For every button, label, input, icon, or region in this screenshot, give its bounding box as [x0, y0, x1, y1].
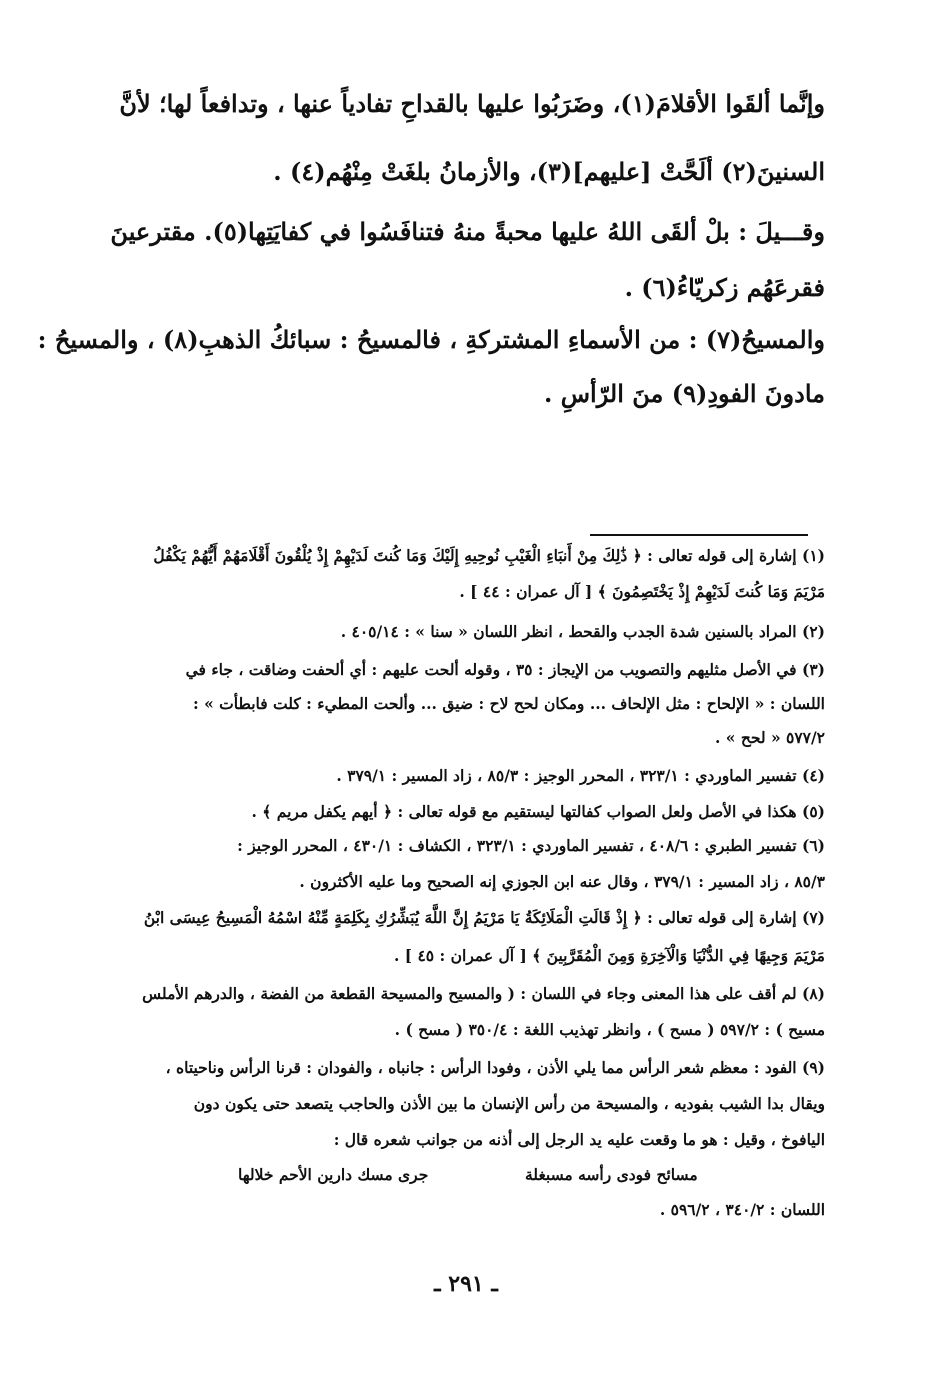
footnote-line: (٢) المراد بالسنين شدة الجدب والقحط ، انظر اللسان « سنا » : ٤٠٥/١٤ .	[340, 622, 825, 641]
footnote-line: اليافوخ ، وقيل : هو ما وقعت عليه يد الرجل إلى أذنه من جوانب شعره قال :	[333, 1130, 825, 1149]
main-text-line: السنينَ(٢) ألَحَّتْ [عليهم](٣)، والأزمانُ بلغَتْ مِنْهُم(٤) .	[273, 157, 825, 186]
footnote-line: ٨٥/٣ ، زاد المسير : ٣٧٩/١ ، وقال عنه ابن الجوزي إنه الصحيح وما عليه الأكثرون .	[299, 872, 825, 891]
footnote-line: مَرْيَمَ وَجِيهًا فِي الدُّنْيَا وَالْآخِرَةِ وَمِنَ الْمُقَرَّبِينَ ﴾ [ آل عمران : ٤٥ ] .	[393, 946, 825, 965]
footnote-line: (٦) تفسير الطبري : ٤٠٨/٦ ، تفسير الماوردي : ٣٢٣/١ ، الكشاف : ٤٣٠/١ ، المحرر الوجيز :	[237, 836, 825, 855]
footnote-line: مسيح ) : ٥٩٧/٢ ( مسح ) ، وانظر تهذيب اللغة : ٣٥٠/٤ ( مسح ) .	[394, 1020, 825, 1039]
main-text-line: فقرعَهُم زكريّاءُ(٦) .	[624, 273, 825, 302]
footnote-line: (٨) لم أقف على هذا المعنى وجاء في اللسان : ( والمسيح والمسيحة القطعة من الفضة ، والدرهم الأملس	[142, 984, 825, 1003]
main-text-line: مادونَ الفودِ(٩) منَ الرّأسِ .	[544, 379, 825, 408]
footnote-line: (٥) هكذا في الأصل ولعل الصواب كفالتها ليستقيم مع قوله تعالى : ﴿ أيهم يكفل مريم ﴾ .	[251, 802, 825, 821]
footnote-line: مَرْيَمَ وَمَا كُنتَ لَدَيْهِمْ إِذْ يَخْتَصِمُونَ ﴾ [ آل عمران : ٤٤ ] .	[459, 582, 825, 601]
footnote-line: (٩) الفود : معظم شعر الرأس مما يلي الأذن ، وفودا الرأس : جانباه ، والفودان : قرنا الرأس وناحيتاه ،	[165, 1058, 825, 1077]
poem-verse-first-hemistich: مسائح فودى رأسه مسبغلة	[525, 1165, 698, 1184]
footnote-line: (١) إشارة إلى قوله تعالى : ﴿ ذَٰلِكَ مِنْ أَنبَاءِ الْغَيْبِ نُوحِيهِ إِلَيْكَ وَمَا كُنتَ لَدَيْهِمْ إِذْ يُلْقُونَ أَقْلَامَهُمْ أَيُّهُمْ يَكْفُلُ	[153, 546, 825, 565]
page-number: ـ ٢٩١ ـ	[434, 1271, 498, 1297]
footnote-line: ويقال بدا الشيب بفوديه ، والمسيحة من رأس الإنسان ما بين الأذن والحاجب يتصعد حتى يكون دون	[193, 1094, 825, 1113]
footnote-separator	[590, 534, 808, 536]
footnote-line: (٣) في الأصل مثليهم والتصويب من الإيجاز : ٣٥ ، وقوله ألحت عليهم : أي ألحفت وضاقت ، جاء في	[185, 660, 825, 679]
footnote-line: اللسان : ٣٤٠/٢ ، ٥٩٦/٢ .	[659, 1200, 825, 1219]
footnote-line: (٤) تفسير الماوردي : ٣٢٣/١ ، المحرر الوجيز : ٨٥/٣ ، زاد المسير : ٣٧٩/١ .	[336, 766, 825, 785]
main-text-line: وقـــيلَ : بلْ ألقَى اللهُ عليها محبةً منهُ فتنافَسُوا في كفايَتِها(٥). مقترعينَ	[110, 217, 825, 246]
poem-verse-second-hemistich: جرى مسك دارين الأحم خلالها	[238, 1165, 429, 1184]
main-text-line: وإنَّما ألقَوا الأقلامَ(١)، وضَرَبُوا عليها بالقداحِ تفادياً عنها ، وتدافعاً لها؛ لأنَّ	[119, 89, 825, 118]
footnote-line: (٧) إشارة إلى قوله تعالى : ﴿ إِذْ قَالَتِ الْمَلَائِكَةُ يَا مَرْيَمُ إِنَّ اللَّهَ يُبَشِّرُكِ بِكَلِمَةٍ مِّنْهُ اسْمُهُ الْمَسِيحُ عِيسَى ابْنُ	[143, 908, 825, 927]
footnote-line: اللسان : « الإلحاح : مثل الإلحاف ... ومكان لحح لاح : ضيق ... وألحت المطيء : كلت فابطأت » :	[192, 694, 825, 713]
main-text-line: والمسيحُ(٧) : من الأسماءِ المشتركةِ ، فالمسيحُ : سبائكُ الذهبِ(٨) ، والمسيحُ :	[37, 325, 825, 354]
footnote-line: ٥٧٧/٢ « لحح » .	[714, 728, 825, 747]
